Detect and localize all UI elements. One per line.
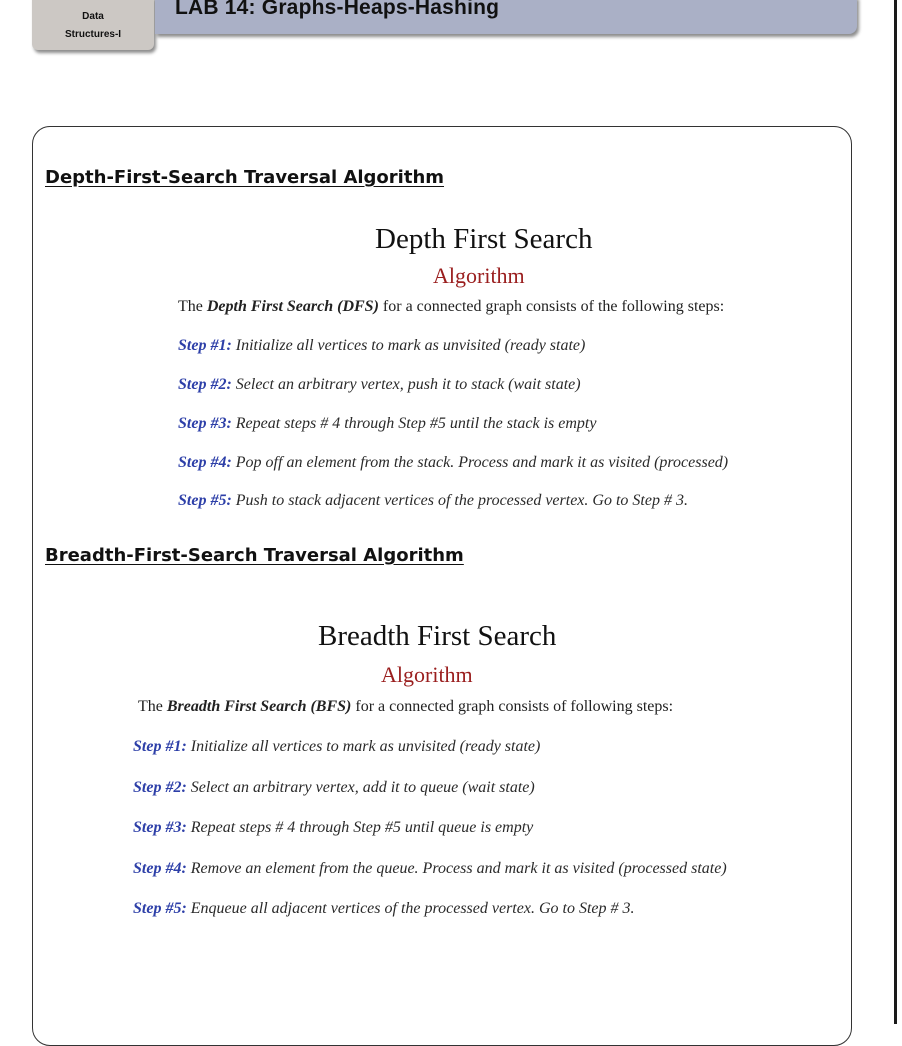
dfs-intro-post: for a connected graph consists of the following steps:: [382, 298, 725, 315]
bfs-step: [133, 779, 535, 797]
course-tab: [32, 0, 154, 50]
bfs-subtitle: Algorithm: [381, 662, 473, 687]
dfs-intro-pre: The: [178, 298, 203, 315]
lab-title-bar: [155, 0, 857, 34]
bfs-step: [133, 738, 540, 756]
dfs-intro: [178, 298, 724, 316]
bfs-intro-post: for a connected graph consists of following steps:: [355, 698, 674, 715]
dfs-title: Depth First Search: [375, 223, 593, 255]
dfs-step: [178, 415, 596, 433]
dfs-step: [178, 376, 581, 394]
dfs-step-text: Select an arbitrary vertex, push it to stack (wait state): [235, 376, 581, 393]
bfs-intro-pre: The: [138, 698, 163, 715]
bfs-section-heading: Breadth-First-Search Traversal Algorithm: [45, 545, 464, 566]
dfs-step-label: Step #2:: [178, 376, 232, 393]
bfs-step: [133, 900, 635, 918]
dfs-subtitle: Algorithm: [433, 263, 525, 288]
dfs-step-text: Pop off an element from the stack. Process and mark it as visited (processed): [235, 454, 729, 471]
bfs-step-label: Step #3:: [133, 819, 187, 836]
bfs-step-label: Step #4:: [133, 860, 187, 877]
course-name-line2: Structures-I: [64, 29, 122, 40]
dfs-step-label: Step #3:: [178, 415, 232, 432]
bfs-step-label: Step #5:: [133, 900, 187, 917]
bfs-step-label: Step #2:: [133, 779, 187, 796]
bfs-step-text: Initialize all vertices to mark as unvisited (ready state): [190, 738, 541, 755]
dfs-step-label: Step #5:: [178, 492, 232, 509]
bfs-step-text: Repeat steps # 4 through Step #5 until queue is empty: [190, 819, 534, 836]
dfs-step-text: Repeat steps # 4 through Step #5 until the stack is empty: [235, 415, 597, 432]
bfs-step-text: Remove an element from the queue. Process and mark it as visited (processed state): [190, 860, 727, 877]
bfs-title: Breadth First Search: [318, 620, 557, 652]
lab-title: LAB 14: Graphs-Heaps-Hashing: [175, 0, 500, 19]
dfs-step: [178, 454, 728, 472]
dfs-step: [178, 492, 688, 510]
bfs-step-text: Enqueue all adjacent vertices of the processed vertex. Go to Step # 3.: [190, 900, 635, 917]
dfs-step-label: Step #4:: [178, 454, 232, 471]
course-name-line1: Data: [82, 11, 104, 22]
dfs-intro-bold: Depth First Search (DFS): [206, 298, 379, 315]
dfs-step: [178, 337, 585, 355]
dfs-step-text: Initialize all vertices to mark as unvisited (ready state): [235, 337, 586, 354]
bfs-step: [133, 819, 533, 837]
bfs-step: [133, 860, 727, 878]
dfs-step-text: Push to stack adjacent vertices of the processed vertex. Go to Step # 3.: [235, 492, 688, 509]
bfs-step-label: Step #1:: [133, 738, 187, 755]
dfs-section-heading: Depth-First-Search Traversal Algorithm: [45, 167, 445, 188]
page-edge-line: [894, 0, 897, 1024]
bfs-step-text: Select an arbitrary vertex, add it to queue (wait state): [190, 779, 535, 796]
bfs-intro-bold: Breadth First Search (BFS): [166, 698, 352, 715]
bfs-intro: [138, 698, 673, 716]
dfs-step-label: Step #1:: [178, 337, 232, 354]
